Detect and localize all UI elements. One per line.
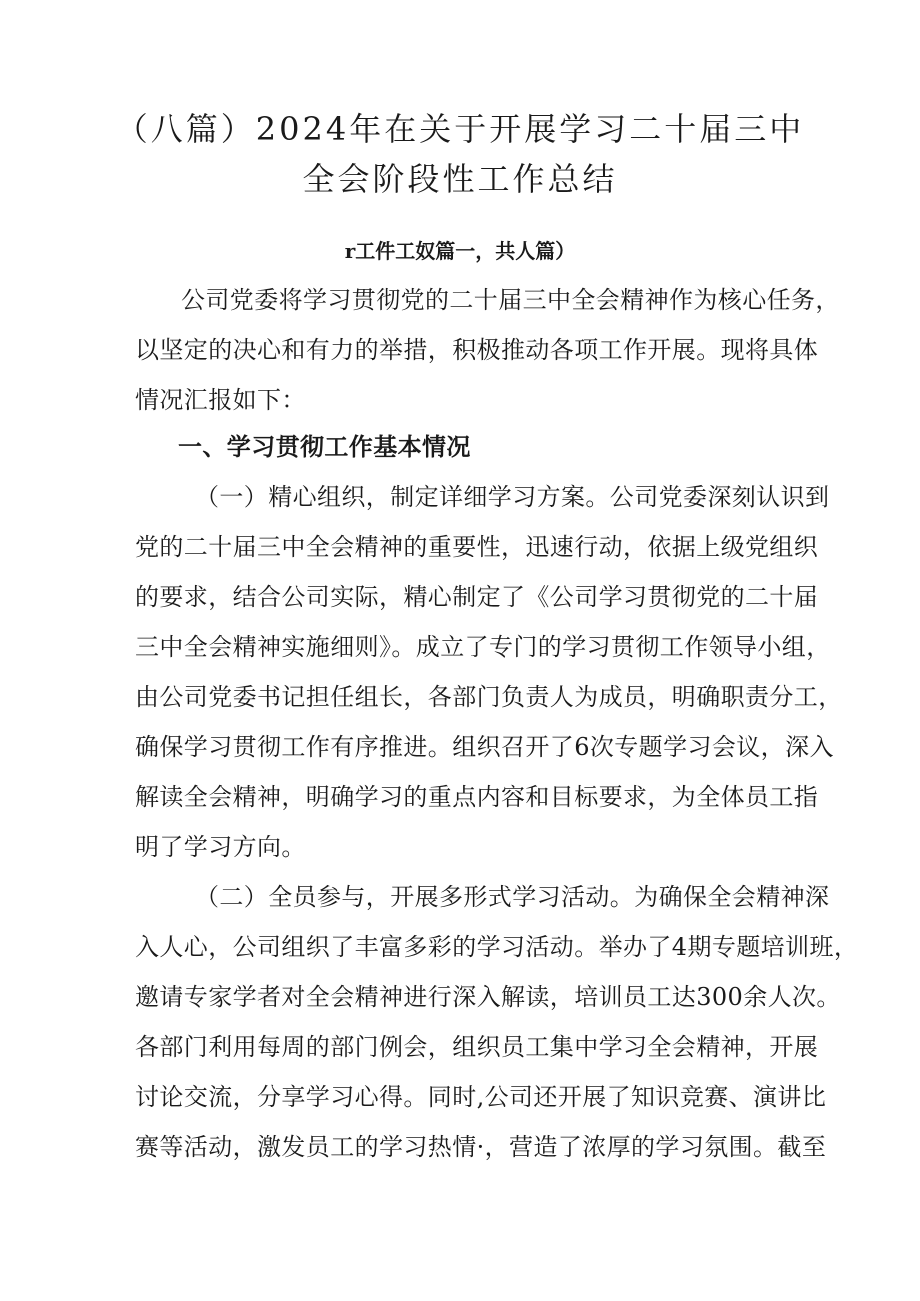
paragraph-2-line: 邀请专家学者对全会精神进行深入解读，培训员工达300余人次。 <box>135 983 841 1011</box>
paragraph-1-line: （一）精心组织，制定详细学习方案。公司党委深刻认识到 <box>195 483 830 511</box>
paragraph-1-line: 党的二十届三中全会精神的重要性，迅速行动，依据上级党组织 <box>135 533 819 561</box>
paragraph-1-line: 由公司党委书记担任组长，各部门负责人为成员，明确职责分工， <box>135 683 843 711</box>
intro-line: 情况汇报如下： <box>135 386 306 414</box>
document-subtitle: r工件工奴篇一，共人篇） <box>344 239 576 263</box>
intro-line: 公司党委将学习贯彻党的二十届三中全会精神作为核心任务， <box>181 286 840 314</box>
document-title-line-1: （八篇）2024年在关于开展学习二十届三中 <box>115 110 805 148</box>
paragraph-1-line: 三中全会精神实施细则》。成立了专门的学习贯彻工作领导小组， <box>135 633 831 661</box>
paragraph-2-line: 各部门利用每周的部门例会，组织员工集中学习全会精神，开展 <box>135 1033 819 1061</box>
paragraph-2-line: （二）全员参与，开展多形式学习活动。为确保全会精神深 <box>195 883 830 911</box>
paragraph-2-line: 入人心，公司组织了丰富多彩的学习活动。举办了4期专题培训班， <box>135 933 859 961</box>
paragraph-1-line: 确保学习贯彻工作有序推进。组织召开了6次专题学习会议，深入 <box>135 733 834 761</box>
paragraph-1-line: 明了学习方向。 <box>135 833 306 861</box>
section-heading: 一、学习贯彻工作基本情况 <box>178 433 471 461</box>
paragraph-2-line: 赛等活动，激发员工的学习热情·，营造了浓厚的学习氛围。截至 <box>135 1133 827 1161</box>
document-title-line-2: 全会阶段性工作总结 <box>302 160 618 198</box>
paragraph-1-line: 解读全会精神，明确学习的重点内容和目标要求，为全体员工指 <box>135 783 819 811</box>
paragraph-2-line: 讨论交流，分享学习心得。同时,公司还开展了知识竞赛、演讲比 <box>135 1083 827 1111</box>
intro-line: 以坚定的决心和有力的举措，积极推动各项工作开展。现将具体 <box>135 336 819 364</box>
paragraph-1-line: 的要求，结合公司实际，精心制定了《公司学习贯彻党的二十届 <box>135 583 819 611</box>
